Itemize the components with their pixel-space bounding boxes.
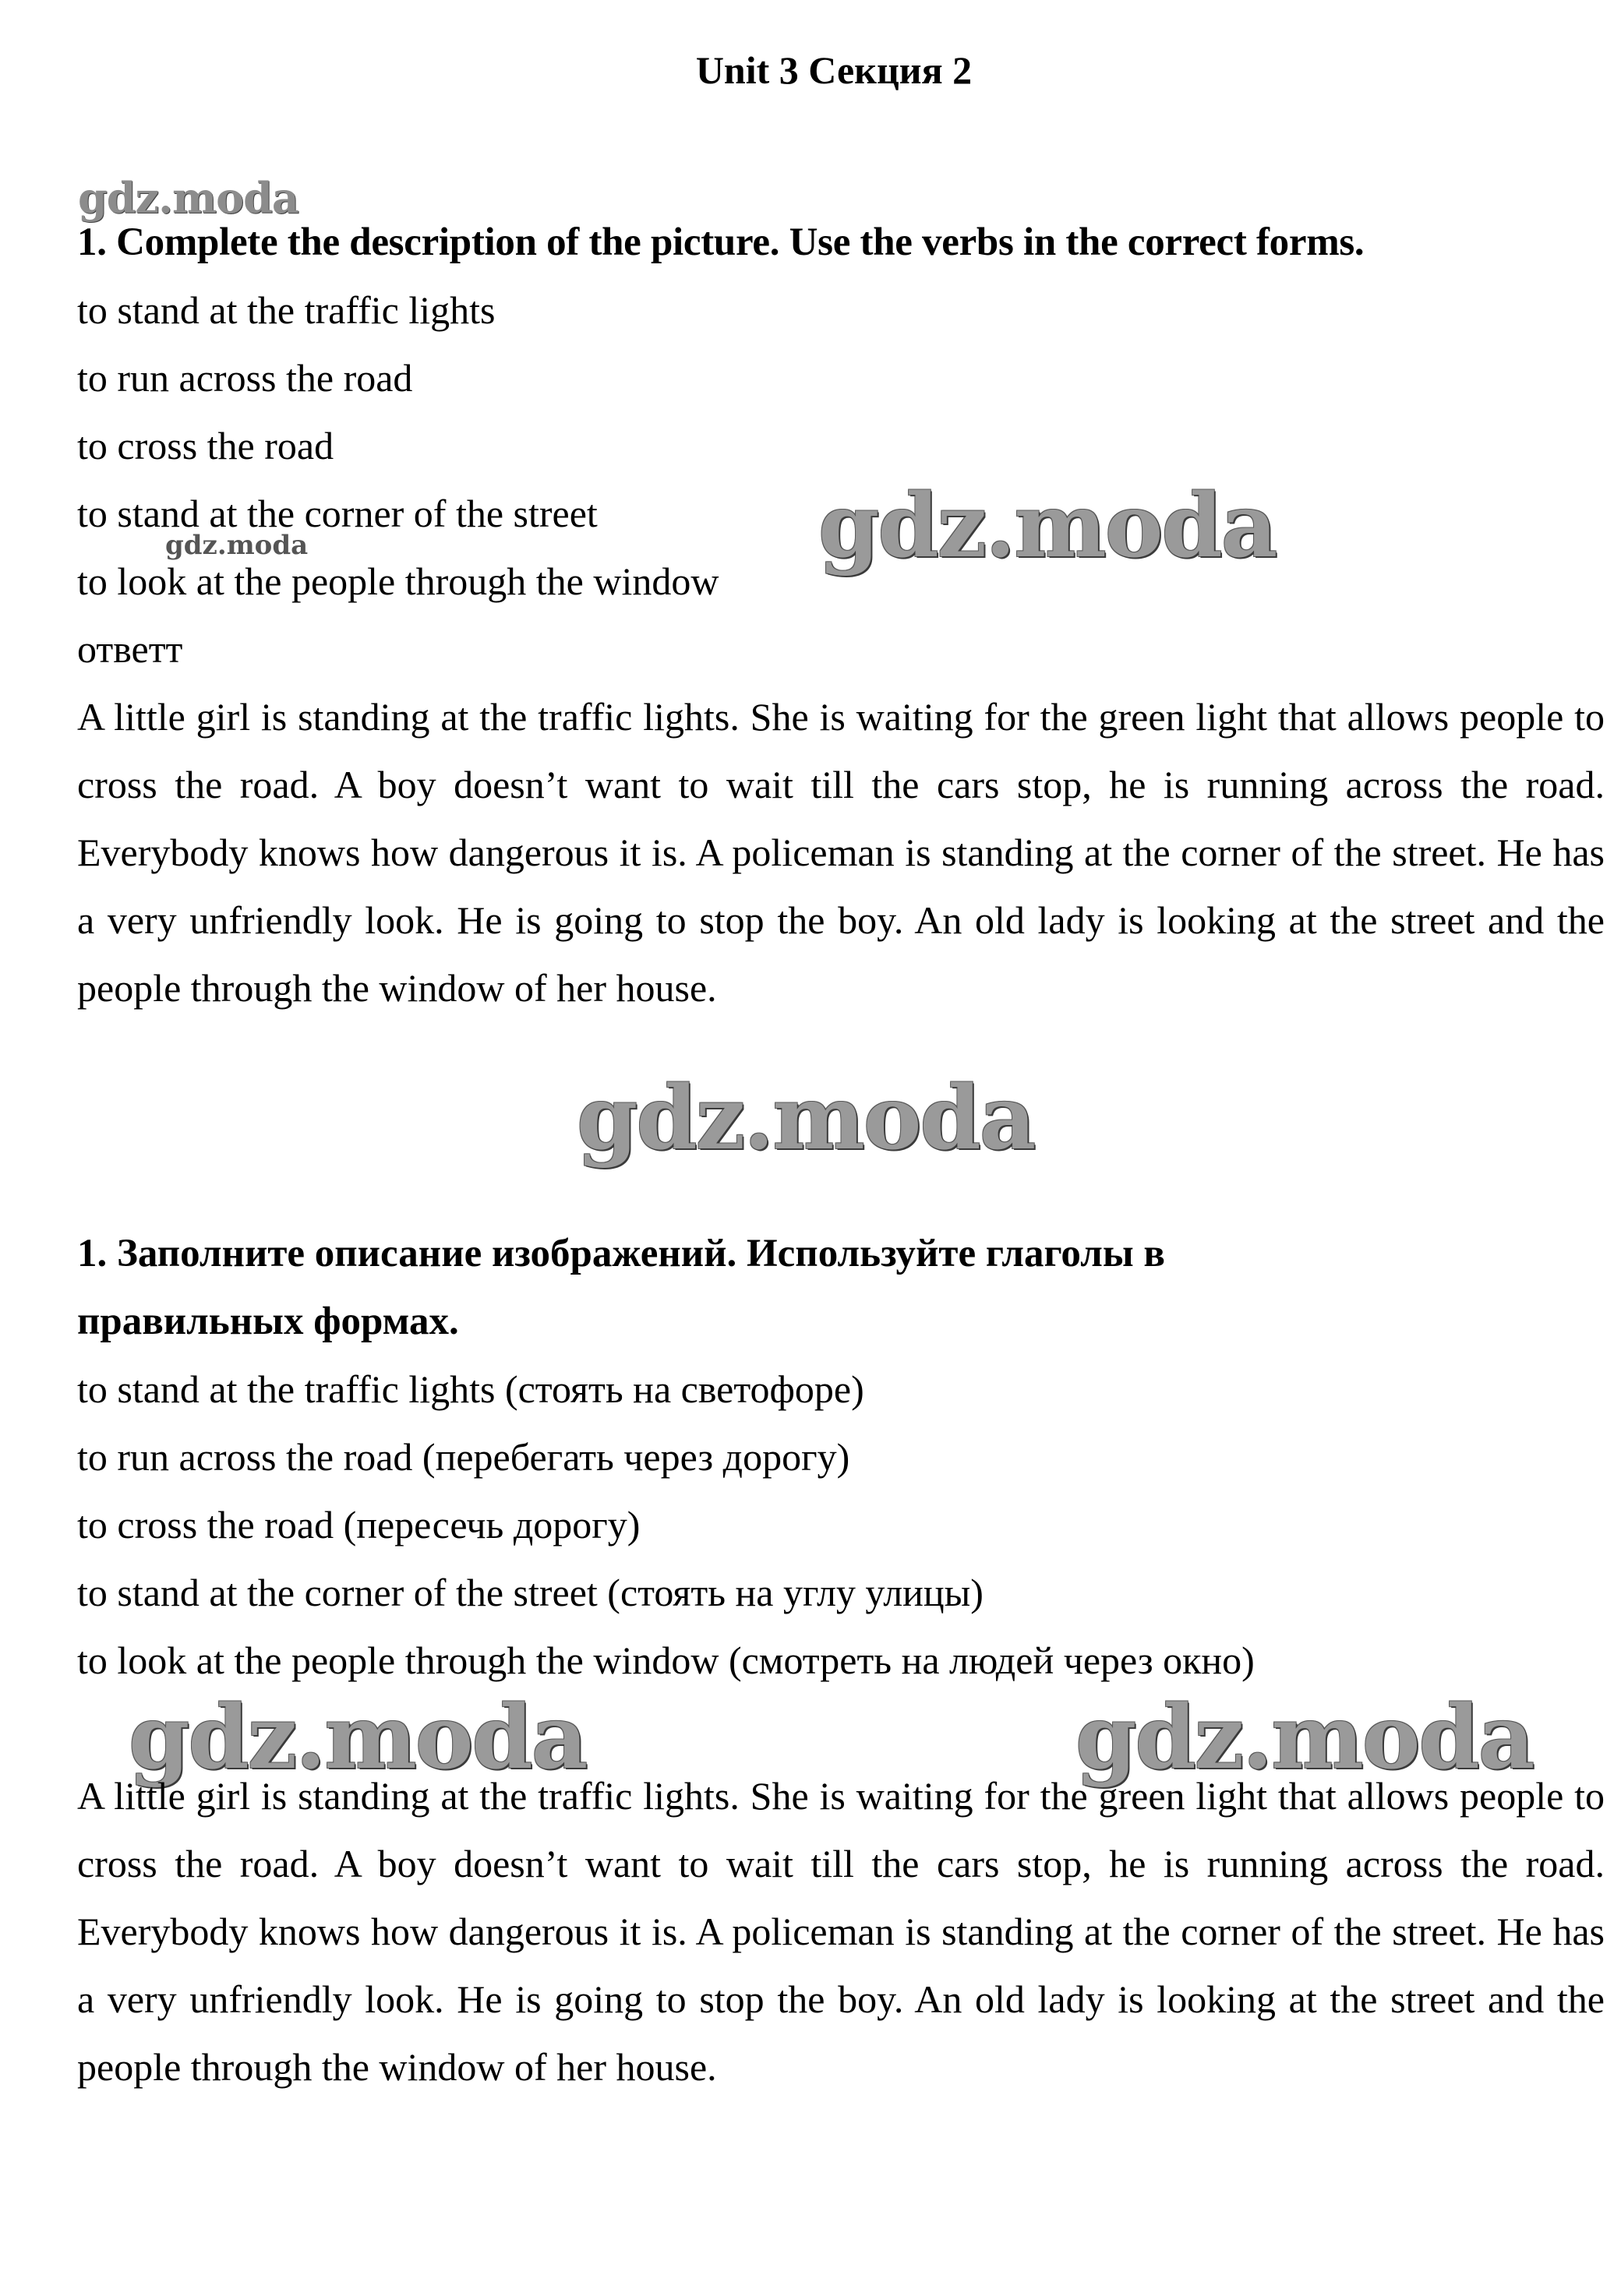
watermark-lower-left: gdz.moda <box>129 1687 587 1789</box>
watermark-tiny: gdz.moda <box>165 530 309 561</box>
task-heading-en: 1. Complete the description of the picture. Use the verbs in the correct forms. <box>77 220 1365 264</box>
phrase-list-en <box>77 277 1605 615</box>
answer-label: ответт <box>77 627 183 671</box>
phrase-item: to run across the road <box>77 356 413 400</box>
answer-paragraph-ru: A little girl is standing at the traffic lights. She is waiting for the green light that allows people to cross the road. A boy doesn’t want to wait till the cars stop, he is running across the road. Everybody knows how dangerous it is. A policeman is standing at the corner of the street. He has a very unfriendly look. He is going to stop the boy. An old lady is looking at the street and the people through the window of her house. <box>77 1774 1605 2089</box>
section-english <box>77 209 1605 1022</box>
phrase-item: to stand at the corner of the street (стоять на углу улицы) <box>77 1571 984 1614</box>
phrase-item: to run across the road (перебегать через дорогу) <box>77 1435 850 1479</box>
phrase-item: to stand at the traffic lights (стоять на светофоре) <box>77 1367 864 1411</box>
phrase-item: to look at the people through the window (смотреть на людей через окно) <box>77 1638 1255 1682</box>
answer-paragraph-en: A little girl is standing at the traffic lights. She is waiting for the green light that allows people to cross the road. A boy doesn’t want to wait till the cars stop, he is running across the road. Everybody knows how dangerous it is. A policeman is standing at the corner of the street. He has a very unfriendly look. He is going to stop the boy. An old lady is looking at the street and the people through the window of her house. <box>77 695 1605 1010</box>
section-russian <box>77 1220 1605 2101</box>
phrase-item: to look at the people through the window <box>77 559 719 603</box>
phrase-item: to cross the road <box>77 424 334 467</box>
task-heading-ru: 1. Заполните описание изображений. Используйте глаголы в правильных формах. <box>77 1232 1165 1343</box>
watermark-center: gdz.moda <box>577 1067 1035 1169</box>
phrase-item: to stand at the corner of the street <box>77 492 598 535</box>
spacer <box>77 1695 1605 1762</box>
phrase-item: to stand at the traffic lights <box>77 288 496 332</box>
phrase-item: to cross the road (пересечь дорогу) <box>77 1503 641 1547</box>
page-title: Unit 3 Секция 2 <box>695 48 973 92</box>
phrase-list-ru <box>77 1356 1605 1695</box>
watermark-upper-right: gdz.moda <box>818 475 1277 577</box>
watermark-top-left: gdz.moda <box>78 173 298 223</box>
watermark-lower-right: gdz.moda <box>1075 1687 1534 1789</box>
